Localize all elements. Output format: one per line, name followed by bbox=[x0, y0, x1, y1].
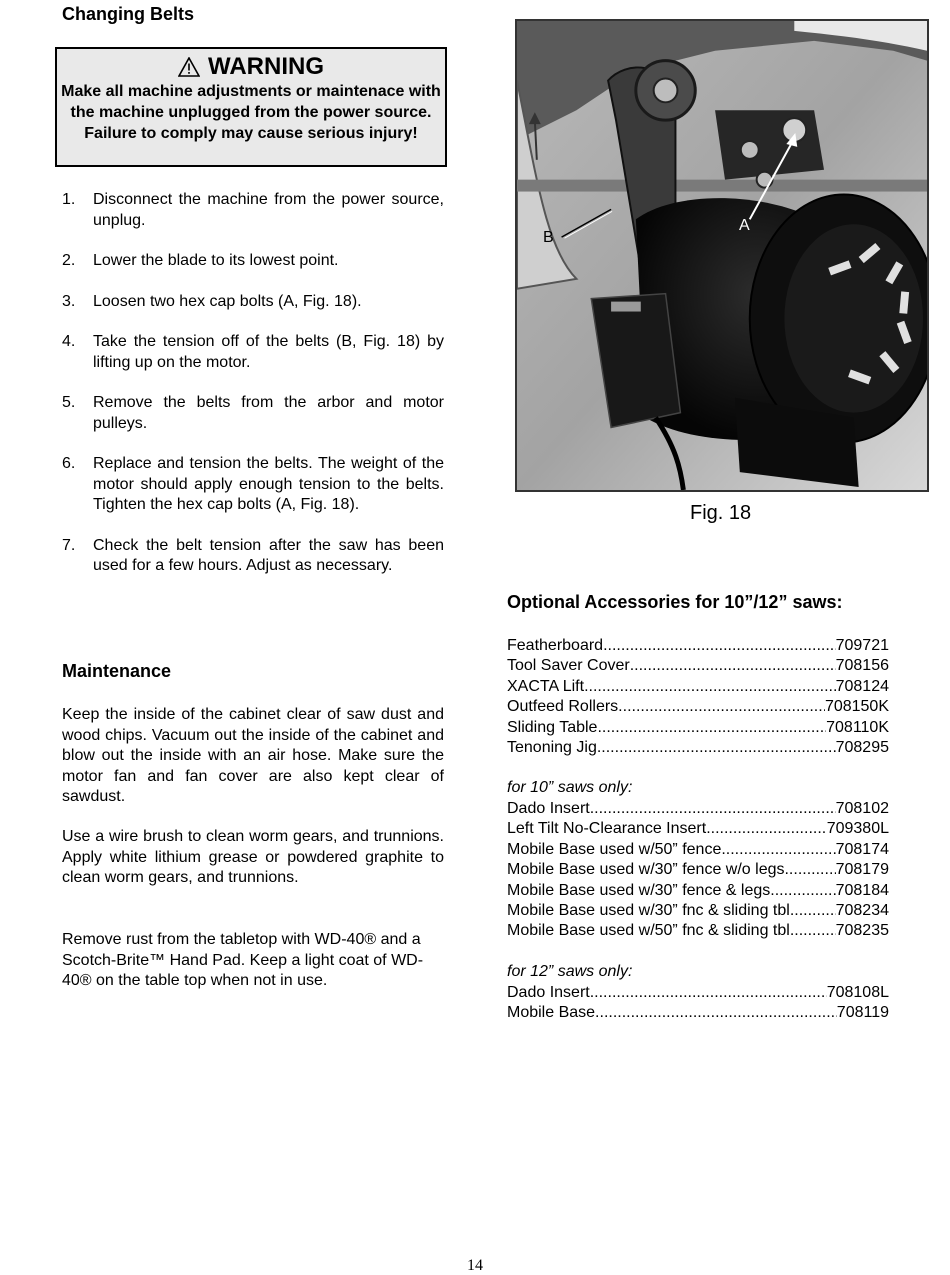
leader-dots bbox=[603, 636, 836, 656]
accessory-name: Mobile Base used w/30” fnc & sliding tbl. bbox=[507, 902, 795, 920]
accessory-name: Tool Saver Cover bbox=[507, 657, 630, 675]
list-item bbox=[62, 536, 444, 577]
accessory-name: Mobile Base used w/50” fnc & sliding tbl. bbox=[507, 922, 795, 940]
list-item bbox=[507, 799, 889, 819]
accessory-name: Mobile Base used w/50” fence bbox=[507, 840, 722, 858]
part-number: 708295 bbox=[835, 739, 889, 757]
accessory-name: Featherboard bbox=[507, 637, 604, 654]
twelve-inch-heading: for 12” saws only: bbox=[507, 963, 633, 980]
list-item bbox=[62, 190, 444, 231]
accessories-ten-list bbox=[507, 799, 889, 942]
part-number: 708184 bbox=[835, 881, 889, 899]
accessory-name: Dado Insert bbox=[507, 984, 590, 1001]
list-item bbox=[507, 697, 889, 717]
accessory-name: Mobile Base used w/30” fence w/o legs bbox=[507, 861, 785, 879]
list-item bbox=[62, 292, 444, 313]
leader-dots bbox=[597, 718, 826, 738]
step-text: Remove the belts from the arbor and motor pulleys. bbox=[93, 394, 444, 432]
step-number: 7. bbox=[62, 536, 76, 554]
step-text: Lower the blade to its lowest point. bbox=[93, 252, 339, 269]
list-item bbox=[62, 454, 444, 516]
part-number: 708179 bbox=[835, 861, 889, 879]
list-item bbox=[507, 677, 889, 697]
figure-18-photo bbox=[515, 19, 929, 492]
leader-dots bbox=[770, 881, 835, 901]
list-item bbox=[507, 901, 889, 921]
leader-dots bbox=[630, 656, 836, 676]
list-item bbox=[507, 881, 889, 901]
leader-dots bbox=[784, 860, 835, 880]
step-number: 4. bbox=[62, 333, 76, 350]
warning-triangle-icon bbox=[178, 57, 200, 77]
accessory-name: Outfeed Rollers bbox=[507, 698, 619, 716]
accessory-name: Tenoning Jig bbox=[507, 739, 597, 757]
step-number: 2. bbox=[62, 252, 76, 269]
figure-label-b: B bbox=[543, 229, 554, 246]
accessory-name: Sliding Table bbox=[507, 718, 598, 736]
maintenance-paragraph-2: Use a wire brush to clean worm gears, and trunnions. Apply white lithium grease or powdered graphite to clean worm gears, and trunnions. bbox=[62, 828, 444, 886]
leader-dots bbox=[794, 921, 835, 941]
part-number: 708108L bbox=[826, 984, 889, 1001]
step-number: 3. bbox=[62, 292, 76, 310]
part-number: 708234 bbox=[835, 902, 889, 920]
leader-dots bbox=[584, 677, 836, 697]
maintenance-heading: Maintenance bbox=[62, 661, 172, 681]
step-number: 6. bbox=[62, 455, 76, 472]
belt-steps-list bbox=[62, 190, 444, 597]
list-item bbox=[507, 983, 889, 1003]
part-number: 708110K bbox=[826, 718, 889, 736]
leader-dots bbox=[618, 697, 825, 717]
step-text: Loosen two hex cap bolts (A, Fig. 18). bbox=[93, 292, 362, 310]
step-text: Take the tension off of the belts (B, Fig. 18) by lifting up on the motor. bbox=[93, 333, 444, 371]
motor-belt-photo-illustration bbox=[517, 21, 927, 490]
accessories-heading: Optional Accessories for 10”/12” saws: bbox=[507, 592, 843, 612]
figure-caption: Fig. 18 bbox=[690, 502, 752, 524]
warning-box bbox=[55, 47, 447, 167]
step-text: Check the belt tension after the saw has been used for a few hours. Adjust as necessary. bbox=[93, 536, 444, 574]
list-item bbox=[507, 1003, 889, 1023]
leader-dots bbox=[721, 840, 835, 860]
figure-label-a: A bbox=[739, 217, 750, 234]
list-item bbox=[62, 393, 444, 434]
accessory-name: XACTA Lift bbox=[507, 677, 585, 695]
leader-dots bbox=[706, 819, 827, 839]
part-number: 708156 bbox=[835, 657, 889, 675]
list-item bbox=[507, 636, 889, 656]
warning-title bbox=[57, 53, 445, 81]
accessories-general-list bbox=[507, 636, 889, 758]
leader-dots bbox=[590, 983, 827, 1003]
accessory-name: Mobile Base used w/30” fence & legs bbox=[507, 881, 771, 899]
step-number: 1. bbox=[62, 191, 76, 208]
leader-dots bbox=[794, 901, 835, 921]
step-number: 5. bbox=[62, 394, 76, 411]
accessories-twelve-list bbox=[507, 983, 889, 1024]
leader-dots bbox=[595, 1003, 837, 1023]
step-text: Disconnect the machine from the power source, unplug. bbox=[93, 191, 444, 229]
list-item bbox=[62, 251, 444, 272]
part-number: 708102 bbox=[835, 800, 889, 817]
accessory-name: Left Tilt No-Clearance Insert bbox=[507, 820, 707, 838]
page-number: 14 bbox=[467, 1257, 483, 1274]
part-number: 708174 bbox=[835, 840, 889, 858]
part-number: 709721 bbox=[835, 637, 889, 654]
list-item bbox=[507, 921, 889, 941]
changing-belts-heading: Changing Belts bbox=[62, 4, 195, 24]
maintenance-paragraph-1: Keep the inside of the cabinet clear of saw dust and wood chips. Vacuum out the inside of the cabinet and blow out the inside with an air hose. Make sure the motor fan and fan cover are also kept clear of sawdust. bbox=[62, 706, 444, 805]
accessory-name: Mobile Base bbox=[507, 1004, 596, 1022]
list-item bbox=[507, 738, 889, 758]
ten-inch-heading: for 10” saws only: bbox=[507, 779, 633, 796]
list-item bbox=[507, 819, 889, 839]
part-number: 709380L bbox=[826, 820, 889, 838]
list-item bbox=[507, 860, 889, 880]
part-number: 708124 bbox=[835, 677, 889, 695]
part-number: 708235 bbox=[835, 922, 889, 940]
list-item bbox=[507, 840, 889, 860]
warning-title-text: WARNING bbox=[208, 53, 324, 80]
warning-line-2: Failure to comply may cause serious injury! bbox=[84, 125, 418, 142]
accessory-name: Dado Insert bbox=[507, 800, 590, 817]
maintenance-paragraph-3: Remove rust from the tabletop with WD-40® and a Scotch-Brite™ Hand Pad. Keep a light coat of WD-40® on the table top when not in use. bbox=[62, 931, 424, 989]
leader-dots bbox=[590, 799, 836, 819]
step-text: Replace and tension the belts. The weight of the motor should apply enough tension to the belts. Tighten the hex cap bolts (A, Fig. 18). bbox=[93, 455, 444, 513]
part-number: 708150K bbox=[824, 698, 889, 716]
leader-dots bbox=[597, 738, 836, 758]
list-item bbox=[62, 332, 444, 373]
list-item bbox=[507, 656, 889, 676]
warning-line-1: Make all machine adjustments or maintenace with the machine unplugged from the power source. bbox=[61, 83, 441, 121]
list-item bbox=[507, 718, 889, 738]
part-number: 708119 bbox=[836, 1004, 889, 1022]
